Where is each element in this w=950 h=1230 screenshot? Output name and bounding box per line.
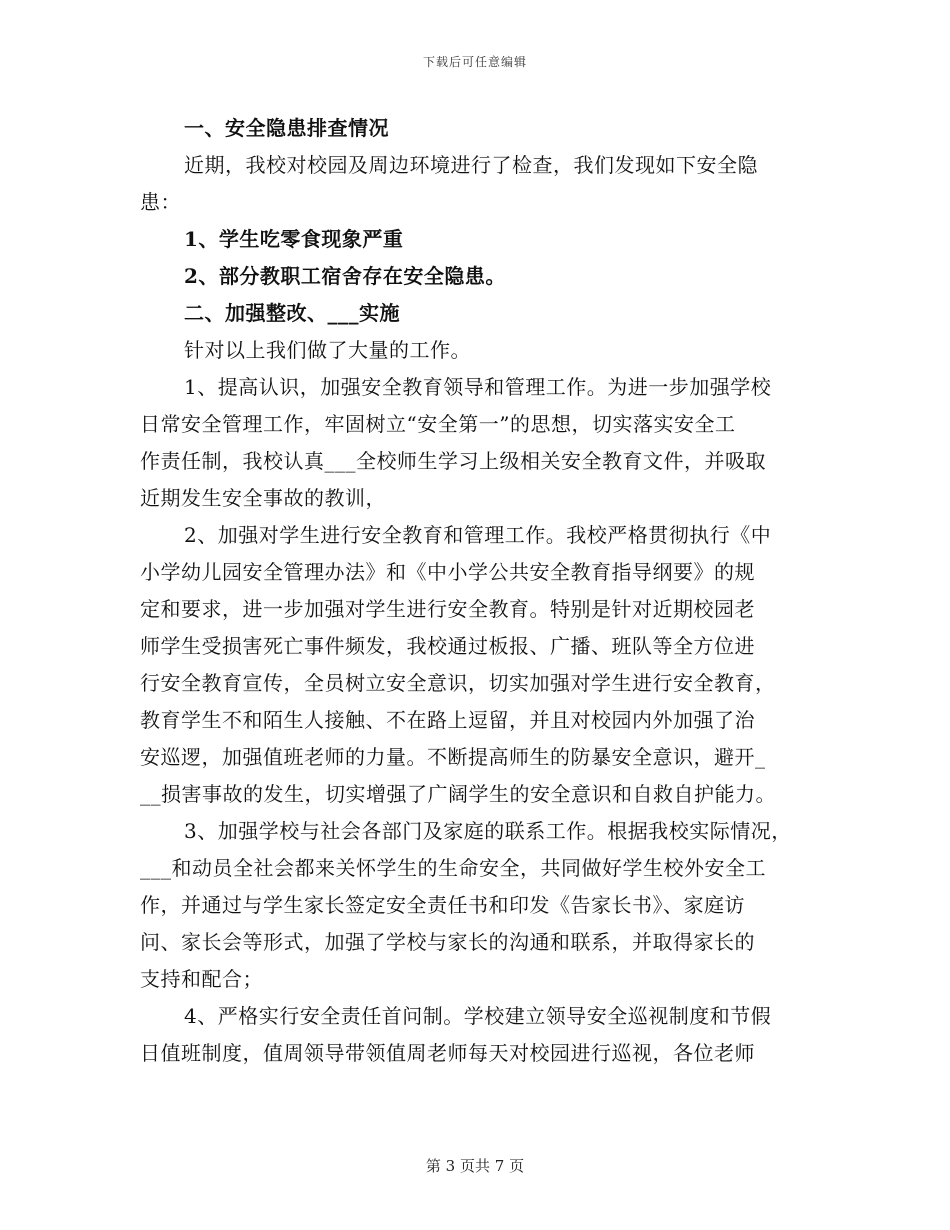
hazard-item-1: 1、学生吃零食现象严重: [184, 227, 404, 251]
page-number: 第 3 页共 7 页: [425, 1157, 525, 1175]
paragraph-line: 师学生受损害死亡事件频发，我校通过板报、广播、班队等全方位进: [140, 634, 755, 658]
paragraph-line: 近期，我校对校园及周边环境进行了检查，我们发现如下安全隐: [184, 153, 758, 177]
section-heading-rectification: 二、加强整改、___实施: [184, 301, 400, 325]
section-heading-hazards: 一、安全隐患排查情况: [184, 116, 389, 140]
paragraph-line: 日常安全管理工作，牢固树立“安全第一”的思想，切实落实安全工: [140, 412, 736, 436]
paragraph-line: 作，并通过与学生家长签定安全责任书和印发《告家长书》、家庭访: [140, 893, 745, 917]
page-header-note: 下载后可任意编辑: [422, 55, 527, 69]
paragraph-line: 安巡逻，加强值班老师的力量。不断提高师生的防暴安全意识，避开_: [140, 745, 766, 769]
paragraph-line: 问、家长会等形式，加强了学校与家长的沟通和联系，并取得家长的: [140, 930, 755, 954]
hazard-item-2: 2、部分教职工宿舍存在安全隐患。: [184, 264, 506, 288]
paragraph-line: 2、加强对学生进行安全教育和管理工作。我校严格贯彻执行《中: [184, 523, 772, 547]
paragraph-line: 针对以上我们做了大量的工作。: [184, 338, 471, 362]
paragraph-line: __损害事故的发生，切实增强了广阔学生的安全意识和自救自护能力。: [140, 782, 776, 806]
paragraph-line: 3、加强学校与社会各部门及家庭的联系工作。根据我校实际情况，: [184, 819, 792, 843]
paragraph-line: 4、严格实行安全责任首问制。学校建立领导安全巡视制度和节假: [184, 1004, 772, 1028]
paragraph-line: 患：: [140, 190, 181, 214]
paragraph-line: 小学幼儿园安全管理办法》和《中小学公共安全教育指导纲要》的规: [140, 560, 755, 584]
paragraph-line: 教育学生不和陌生人接触、不在路上逗留，并且对校园内外加强了治: [140, 708, 755, 732]
paragraph-line: 支持和配合；: [140, 967, 263, 991]
paragraph-line: 1、提高认识，加强安全教育领导和管理工作。为进一步加强学校: [184, 375, 772, 399]
paragraph-line: 日值班制度，值周领导带领值周老师每天对校园进行巡视，各位老师: [140, 1041, 755, 1065]
document-body: [140, 110, 810, 1072]
paragraph-line: 行安全教育宣传，全员树立安全意识，切实加强对学生进行安全教育，: [140, 671, 776, 695]
paragraph-line: 作责任制，我校认真___全校师生学习上级相关安全教育文件，并吸取: [140, 449, 766, 473]
paragraph-line: 定和要求，进一步加强对学生进行安全教育。特别是针对近期校园老: [140, 597, 755, 621]
paragraph-line: 近期发生安全事故的教训，: [140, 486, 386, 510]
paragraph-line: ___和动员全社会都来关怀学生的生命安全，共同做好学生校外安全工: [140, 856, 766, 880]
